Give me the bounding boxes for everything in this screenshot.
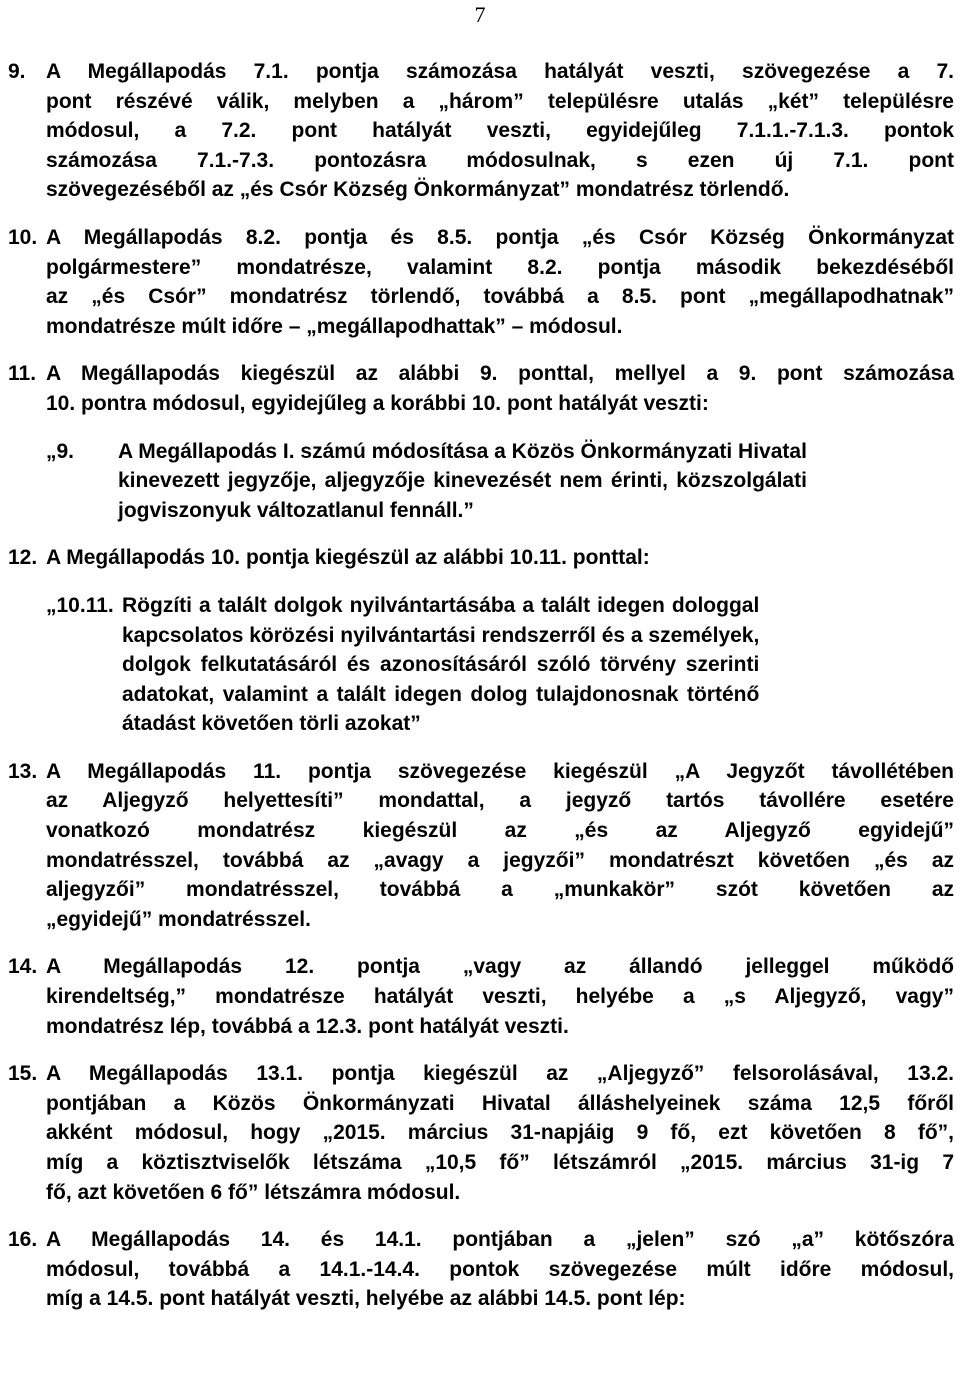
text-line: A Megállapodás kiegészül az alábbi 9. ponttal, mellyel a 9. pont számozása: [46, 362, 954, 386]
text-line: pont részévé válik, melyben a „három” településre utalás „két” településre: [46, 89, 954, 113]
paragraph-number: 9.: [8, 60, 26, 83]
paragraph-text: [46, 757, 954, 935]
paragraph-text: [46, 952, 954, 1041]
text-line: módosul, továbbá a 14.1.-14.4. pontok szövegezése múlt időre módosul,: [46, 1257, 954, 1281]
text-line: A Megállapodás I. számú módosítása a Közös Önkormányzati Hivatal: [118, 439, 807, 463]
text-line: vonatkozó mondatrész kiegészül az „és az Aljegyző egyidejű”: [46, 819, 954, 843]
numbered-paragraph: [8, 952, 954, 1041]
paragraph-text: [118, 437, 807, 526]
paragraph-text: [46, 223, 954, 341]
text-line: polgármestere” mondatrésze, valamint 8.2. pontja második bekezdéséből: [46, 255, 954, 279]
quoted-subpoint: [46, 437, 954, 526]
paragraph-text: [46, 57, 954, 205]
numbered-paragraph: [8, 757, 954, 935]
numbered-paragraph: [8, 57, 954, 205]
quoted-subpoint: [46, 591, 954, 739]
text-line: az Aljegyző helyettesíti” mondattal, a jegyző tartós távollére esetére: [46, 789, 954, 813]
paragraph-number: 10.: [8, 225, 38, 249]
paragraph-number: 12.: [8, 546, 38, 570]
text-line: aljegyzői” mondatrésszel, továbbá a „munkakör” szót követően az: [46, 878, 954, 902]
document-body: [8, 57, 954, 1332]
text-line: mondatrésze múlt időre – „megállapodhattak” – módosul.: [46, 314, 623, 338]
paragraph-number: 16.: [8, 1228, 38, 1252]
numbered-paragraph: [8, 223, 954, 341]
text-line: 10. pontra módosul, egyidejűleg a korábbi 10. pont hatályát veszti:: [46, 391, 709, 415]
text-line: mondatrész lép, továbbá a 12.3. pont hatályát veszti.: [46, 1014, 569, 1038]
text-line: „egyidejű” mondatrésszel.: [46, 907, 311, 931]
text-line: kirendeltség,” mondatrésze hatályát veszti, helyébe a „s Aljegyző, vagy”: [46, 985, 954, 1009]
paragraph-number: 11.: [8, 362, 37, 386]
paragraph-number: „10.11.: [46, 593, 114, 617]
paragraph-text: [46, 359, 954, 418]
numbered-paragraph: [8, 543, 954, 573]
text-line: kinevezett jegyzője, aljegyzője kinevezését nem érinti, közszolgálati: [118, 469, 807, 493]
text-line: számozása 7.1.-7.3. pontozásra módosulnak, s ezen új 7.1. pont: [46, 148, 954, 172]
text-line: míg a köztisztviselők létszáma „10,5 fő” létszámról „2015. március 31-ig 7: [46, 1151, 954, 1174]
paragraph-number: 13.: [8, 759, 38, 783]
text-line: módosul, a 7.2. pont hatályát veszti, egyidejűleg 7.1.1.-7.1.3. pontok: [46, 119, 954, 143]
text-line: mondatrésszel, továbbá az „avagy a jegyzői” mondatrészt követően „és az: [46, 848, 954, 872]
text-line: jogviszonyuk változatlanul fennáll.”: [118, 498, 474, 522]
numbered-paragraph: [8, 359, 954, 418]
text-line: adatokat, valamint a talált idegen dolog tulajdonosnak történő: [122, 682, 760, 706]
text-line: A Megállapodás 7.1. pontja számozása hatályát veszti, szövegezése a 7.: [46, 60, 954, 83]
text-line: kapcsolatos körözési nyilvántartási rendszerről és a személyek,: [122, 623, 760, 647]
text-line: A Megállapodás 11. pontja szövegezése kiegészül „A Jegyzőt távollétében: [46, 759, 954, 783]
text-line: szövegezéséből az „és Csór Község Önkormányzat” mondatrész törlendő.: [46, 178, 790, 202]
text-line: pontjában a Közös Önkormányzati Hivatal álláshelyeinek száma 12,5 főről: [46, 1091, 954, 1115]
text-line: A Megállapodás 13.1. pontja kiegészül az „Aljegyző” felsorolásával, 13.2.: [46, 1062, 954, 1086]
page-number: 7: [474, 2, 486, 27]
text-line: A Megállapodás 8.2. pontja és 8.5. pontja „és Csór Község Önkormányzat: [46, 225, 954, 249]
paragraph-number: 15.: [8, 1062, 38, 1086]
text-line: az „és Csór” mondatrész törlendő, továbbá a 8.5. pont „megállapodhatnak”: [46, 285, 954, 309]
numbered-paragraph: [8, 1059, 954, 1207]
text-line: fő, azt követően 6 fő” létszámra módosul.: [46, 1180, 461, 1204]
text-line: A Megállapodás 12. pontja „vagy az állandó jelleggel működő: [46, 955, 954, 979]
text-line: dolgok felkutatásáról és azonosításáról szóló törvény szerinti: [122, 653, 760, 677]
text-line: akként módosul, hogy „2015. március 31-napjáig 9 fő, ezt követően 8 fő”,: [46, 1121, 954, 1145]
paragraph-text: [122, 591, 759, 739]
numbered-paragraph: [8, 1225, 954, 1314]
text-line: A Megállapodás 10. pontja kiegészül az alábbi 10.11. ponttal:: [46, 546, 650, 570]
paragraph-number: „9.: [46, 439, 75, 463]
text-line: Rögzíti a talált dolgok nyilvántartásába a talált idegen dologgal: [122, 593, 760, 617]
text-line: A Megállapodás 14. és 14.1. pontjában a „jelen” szó „a” kötőszóra: [46, 1228, 954, 1252]
paragraph-text: [46, 1059, 954, 1207]
paragraph-text: [46, 1225, 954, 1314]
paragraph-number: 14.: [8, 955, 38, 979]
text-line: átadást követően törli azokat”: [122, 712, 421, 736]
text-line: míg a 14.5. pont hatályát veszti, helyébe az alábbi 14.5. pont lép:: [46, 1287, 686, 1311]
paragraph-text: [46, 543, 954, 573]
